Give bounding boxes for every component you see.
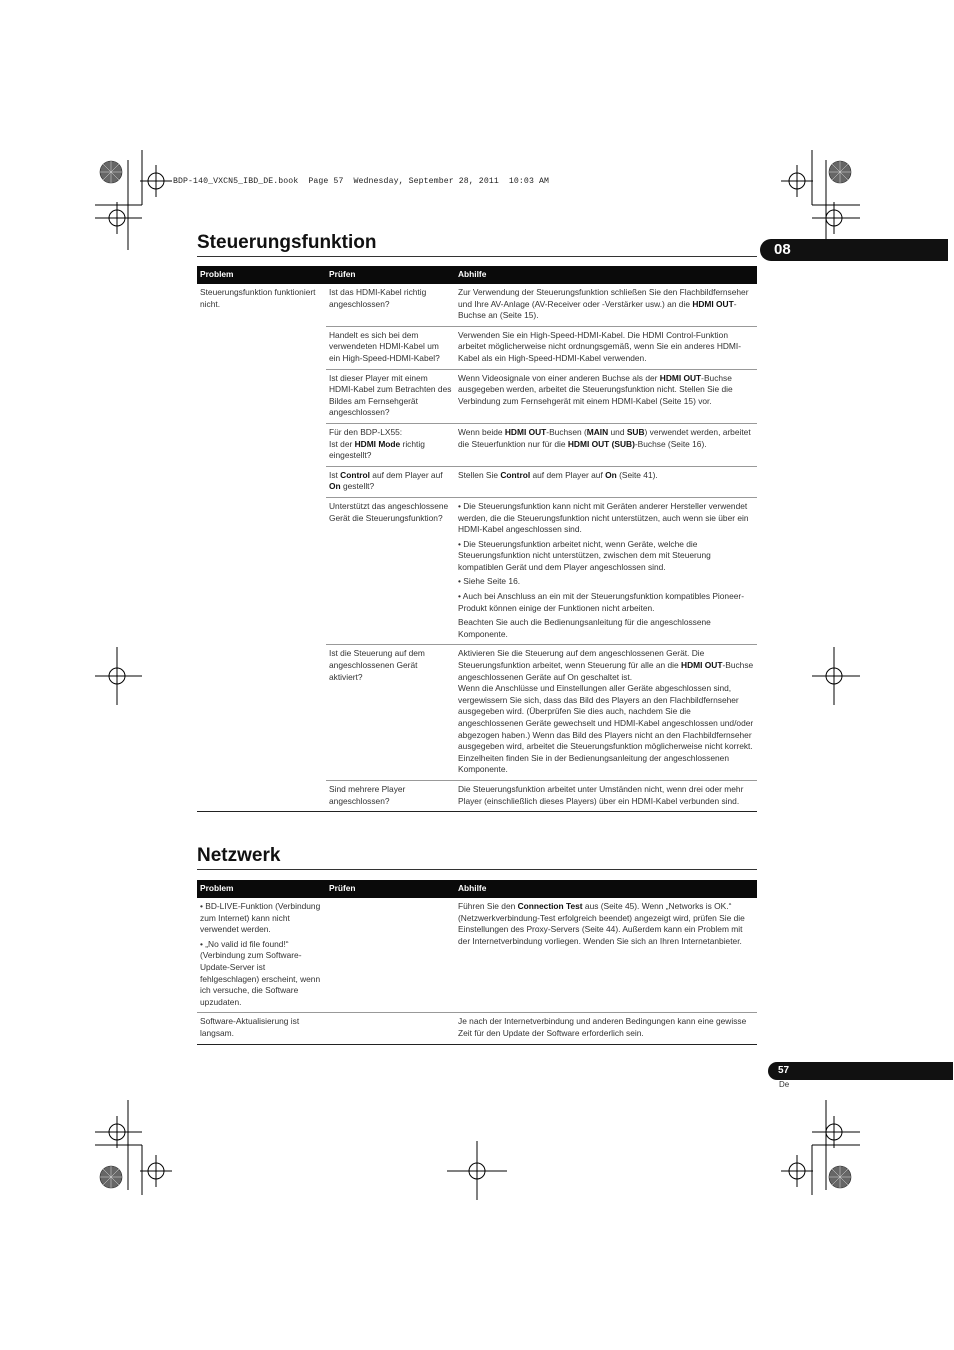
page-number-tab: 57	[768, 1062, 953, 1080]
table-row	[197, 898, 757, 1013]
header-problem: Problem	[197, 880, 326, 898]
problem-bullet: • „No valid id file found!“ (Verbindung zum Software-Update-Server ist fehlgeschlagen) erscheint, wenn ich versuche, die Software upzudaten.	[200, 938, 321, 1007]
remedy-cell	[455, 497, 757, 645]
section-title-steuerung: Steuerungsfunktion	[197, 232, 757, 257]
remedy-cell: Zur Verwendung der Steuerungsfunktion schließen Sie den Flachbildfernseher und Ihre AV-Anlage (AV-Receiver oder -Verstärker usw.) an die HDMI OUT-Buchse an (Seite 15).	[455, 284, 757, 326]
check-cell: Ist dieser Player mit einem HDMI-Kabel zum Betrachten des Bildes am Fernsehgerät angeschlossen?	[326, 369, 455, 423]
header-remedy: Abhilfe	[455, 880, 757, 898]
check-cell: Handelt es sich bei dem verwendeten HDMI-Kabel um ein High-Speed-HDMI-Kabel?	[326, 326, 455, 369]
remedy-bullet: • Die Steuerungsfunktion arbeitet nicht, wenn Geräte, welche die Steuerungsfunktion nicht unterstützen, zwischen dem mit Steuerung kompatiblen Gerät und dem Player angeschlossen sind.	[458, 538, 711, 572]
remedy-cell: Aktivieren Sie die Steuerung auf dem angeschlossenen Gerät. Die Steuerungsfunktion arbeitet, wenn Steuerung für alle an die HDMI OUT-Buchse angeschlossenen Geräte auf On geschaltet ist. Wenn die Anschlüsse und Einstellungen aller Geräte abgeschlossen sind, vergewissern Sie sich, dass das Bild des Players an den Flachbildfernseher ausgegeben wird. (Überprüfen Sie dies auch, nachdem Sie die angeschlossenen Geräte gewechselt und HDMI-Kabel angeschlossen und/oder abgezogen haben.) Wenn das Bild des Players nicht an den Flachbildfernseher ausgegeben wird, arbeitet die Steuerungsfunktion möglicherweise nicht korrekt. Einzelheiten finden Sie in der Bedienungsanleitung der angeschlossenen Komponente.	[455, 645, 757, 781]
check-cell: Unterstützt das angeschlossene Gerät die Steuerungsfunktion?	[326, 497, 455, 645]
check-cell	[326, 1013, 455, 1044]
check-cell: Für den BDP-LX55: Ist der HDMI Mode richtig eingestellt?	[326, 423, 455, 466]
remedy-bullet: • Auch bei Anschluss an ein mit der Steuerungsfunktion kompatibles Pioneer-Produkt können einige der Funktionen nicht arbeiten.	[458, 591, 744, 613]
print-header: BDP-140_VXCN5_IBD_DE.book Page 57 Wednesday, September 28, 2011 10:03 AM	[173, 177, 549, 186]
table-header-row	[197, 880, 757, 898]
remedy-cell: Die Steuerungsfunktion arbeitet unter Umständen nicht, wenn drei oder mehr Player (einschließlich dieses Players) über ein HDMI-Kabel verbunden sind.	[455, 780, 757, 811]
remedy-cell: Wenn beide HDMI OUT-Buchsen (MAIN und SUB) verwendet werden, arbeitet die Steuerfunktion nur für die HDMI OUT (SUB)-Buchse (Seite 16).	[455, 423, 757, 466]
header-remedy: Abhilfe	[455, 266, 757, 284]
header-problem: Problem	[197, 266, 326, 284]
problem-cell: Steuerungsfunktion funktioniert nicht.	[197, 284, 326, 812]
remedy-bullet: • Die Steuerungsfunktion kann nicht mit Geräten anderer Hersteller verwendet werden, die die Steuerungsfunktion nicht unterstützen, auch wenn sie über ein HDMI-Kabel angeschlossen sind.	[458, 500, 749, 535]
remedy-cell: Verwenden Sie ein High-Speed-HDMI-Kabel. Die HDMI Control-Funktion arbeitet möglicherweise nicht ordnungsgemäß, wenn Sie ein anderes HDMI-Kabel als ein High-Speed-HDMI-Kabel verwenden.	[455, 326, 757, 369]
check-cell: Ist die Steuerung auf dem angeschlossenen Gerät aktiviert?	[326, 645, 455, 781]
check-cell	[326, 898, 455, 1013]
remedy-cell: Wenn Videosignale von einer anderen Buchse als der HDMI OUT-Buchse ausgegeben werden, arbeitet die Steuerungsfunktion nicht. Stellen Sie die Verbindung zum Fernsehgerät mit einem HDMI-Kabel (Seite 15) vor.	[455, 369, 757, 423]
section-title-netzwerk: Netzwerk	[197, 845, 757, 870]
table-row	[197, 1013, 757, 1044]
check-cell: Sind mehrere Player angeschlossen?	[326, 780, 455, 811]
chapter-number-tab: 08	[760, 239, 948, 261]
table-header-row	[197, 266, 757, 284]
problem-cell	[197, 898, 326, 1013]
remedy-cell: Je nach der Internetverbindung und anderen Bedingungen kann eine gewisse Zeit für den Update der Software erforderlich sein.	[455, 1013, 757, 1044]
header-check: Prüfen	[326, 880, 455, 898]
remedy-cell: Führen Sie den Connection Test aus (Seite 45). Wenn „Networks is OK.“ (Netzwerkverbindung-Test erfolgreich beendet) angezeigt wird, prüfen Sie die Einstellungen des Proxy-Servers (Seite 44). Außerdem kann ein Problem mit der Internetverbindung vorliegen. Wenden Sie sich an Ihren Internetanbieter.	[455, 898, 757, 1013]
problem-bullet: • BD-LIVE-Funktion (Verbindung zum Internet) kann nicht verwendet werden.	[200, 901, 321, 935]
table-row	[197, 284, 757, 326]
steuerung-table	[197, 266, 757, 812]
remedy-bullet: • Siehe Seite 16.	[458, 576, 521, 587]
problem-cell: Software-Aktualisierung ist langsam.	[197, 1013, 326, 1044]
remedy-note: Beachten Sie auch die Bedienungsanleitung für die angeschlossene Komponente.	[458, 617, 711, 639]
check-cell: Ist das HDMI-Kabel richtig angeschlossen?	[326, 284, 455, 326]
check-cell: Ist Control auf dem Player auf On gestellt?	[326, 466, 455, 497]
language-code: De	[779, 1080, 790, 1089]
remedy-cell: Stellen Sie Control auf dem Player auf On (Seite 41).	[455, 466, 757, 497]
header-check: Prüfen	[326, 266, 455, 284]
netzwerk-table	[197, 880, 757, 1045]
